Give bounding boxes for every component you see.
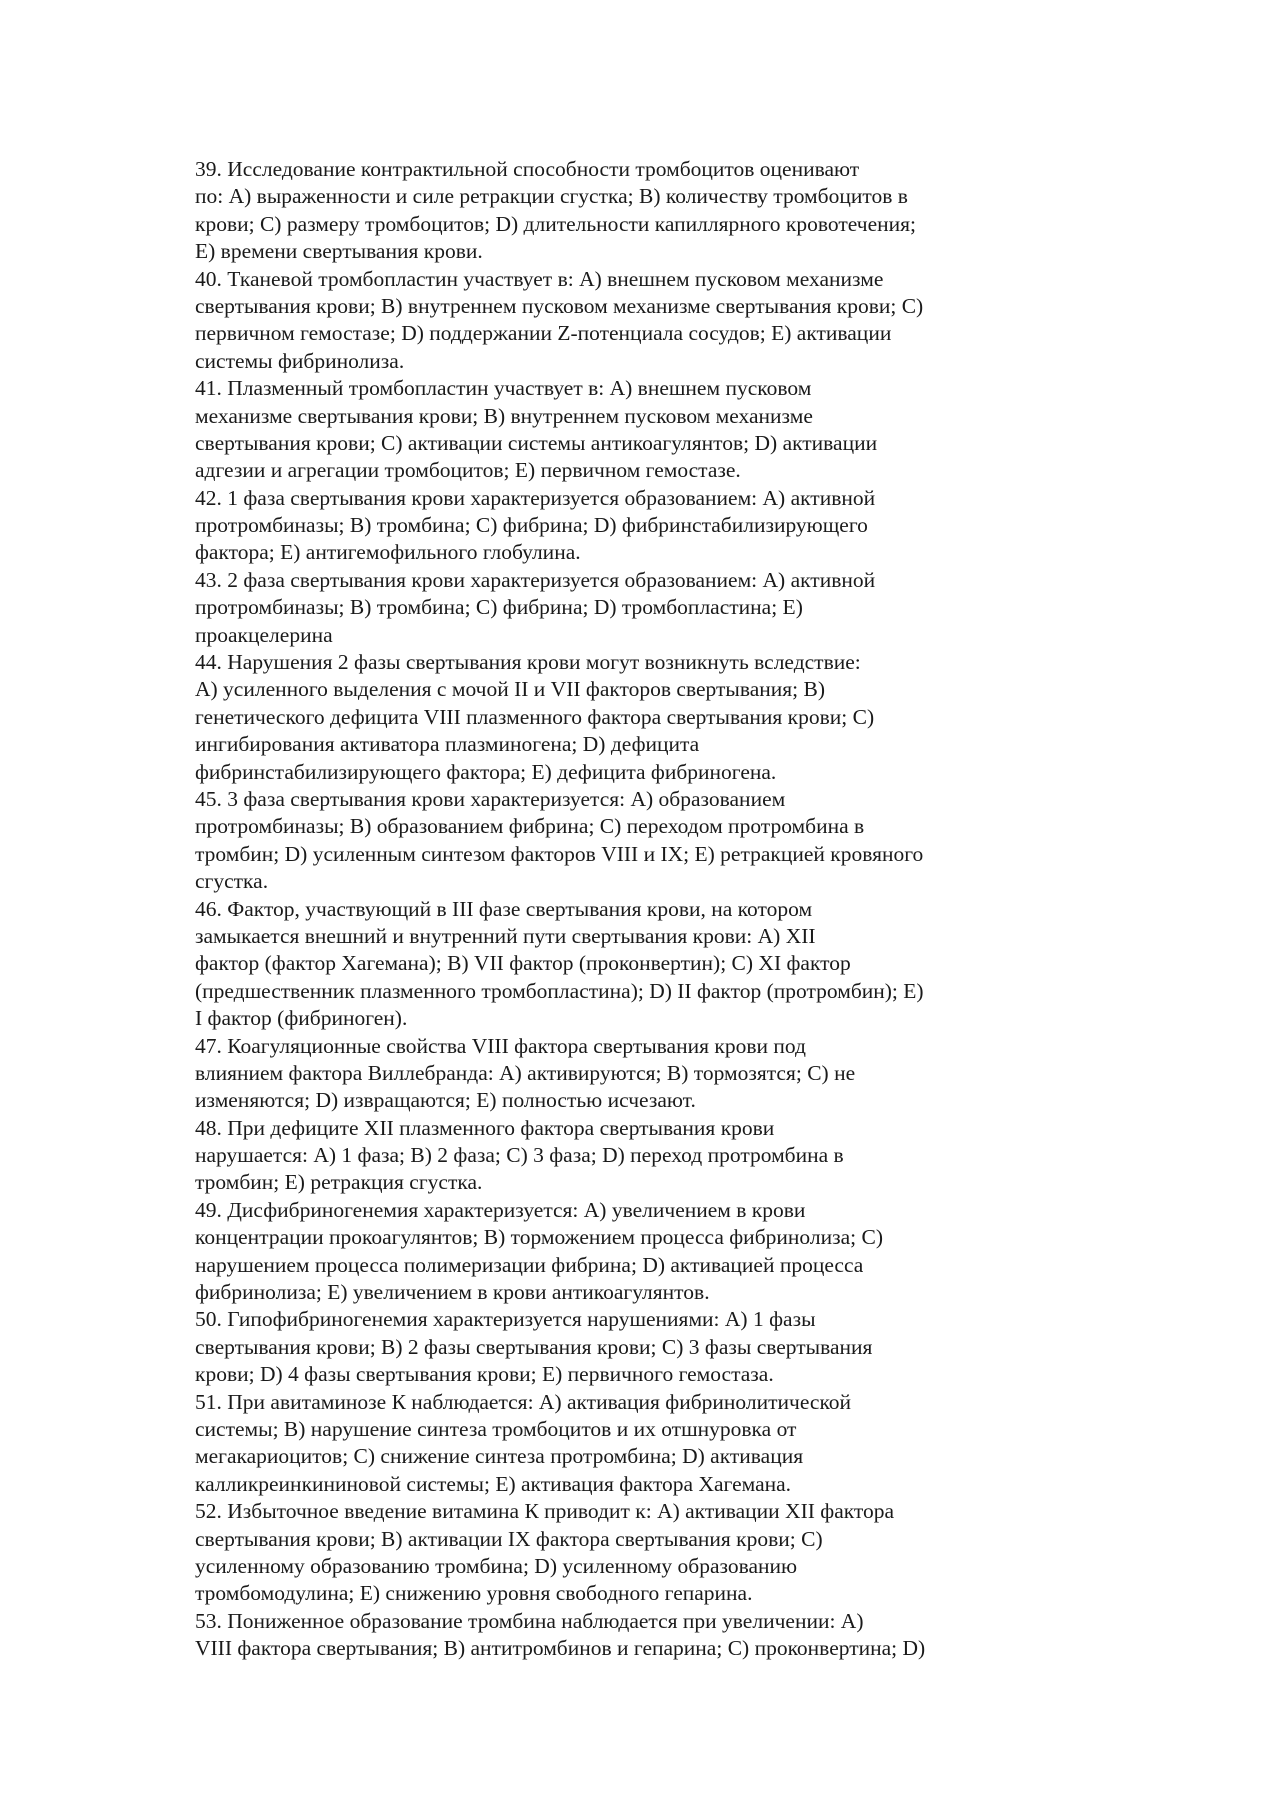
text-line: VIII фактора свертывания; B) антитромбинов и гепарина; C) проконвертина; D) [195, 1636, 926, 1661]
text-line: 43. 2 фаза свертывания крови характеризуется образованием: A) активной [195, 567, 876, 592]
text-line: протромбиназы; B) тромбина; C) фибрина; D) фибринстабилизирующего [195, 513, 868, 538]
text-line: замыкается внешний и внутренний пути свертывания крови: A) XII [195, 923, 816, 948]
text-line: 42. 1 фаза свертывания крови характеризуется образованием: A) активной [195, 485, 876, 510]
text-line: генетического дефицита VIII плазменного фактора свертывания крови; C) [195, 704, 875, 729]
text-line: фибринолиза; E) увеличением в крови антикоагулянтов. [195, 1280, 710, 1305]
text-line: A) усиленного выделения с мочой II и VII факторов свертывания; B) [195, 677, 825, 702]
text-line: 52. Избыточное введение витамина К приводит к: A) активации XII фактора [195, 1499, 895, 1524]
text-line: тромбин; E) ретракция сгустка. [195, 1170, 483, 1195]
text-line: ингибирования активатора плазминогена; D) дефицита [195, 732, 700, 757]
text-line: калликреинкининовой системы; E) активация фактора Хагемана. [195, 1471, 792, 1496]
text-line: протромбиназы; B) тромбина; C) фибрина; D) тромбопластина; E) [195, 595, 803, 620]
text-line: 39. Исследование контрактильной способности тромбоцитов оценивают [195, 157, 860, 181]
text-line: 44. Нарушения 2 фазы свертывания крови могут возникнуть вследствие: [195, 650, 861, 675]
text-line: нарушением процесса полимеризации фибрина; D) активацией процесса [195, 1252, 864, 1277]
text-line: усиленному образованию тромбина; D) усиленному образованию [195, 1553, 798, 1578]
text-line: нарушается: A) 1 фаза; B) 2 фаза; C) 3 фаза; D) переход протромбина в [195, 1143, 844, 1168]
text-line: E) времени свертывания крови. [195, 239, 483, 264]
text-line: крови; D) 4 фазы свертывания крови; E) первичного гемостаза. [195, 1362, 774, 1387]
text-line [195, 1662, 1055, 1689]
text-line: 46. Фактор, участвующий в III фазе свертывания крови, на котором [195, 896, 813, 921]
text-line: 48. При дефиците XII плазменного фактора свертывания крови [195, 1115, 775, 1140]
text-line: 49. Дисфибриногенемия характеризуется: A) увеличением в крови [195, 1197, 806, 1222]
text-line: (предшественник плазменного тромбопластина); D) II фактор (протромбин); E) [195, 978, 924, 1003]
text-line: механизме свертывания крови; B) внутреннем пусковом механизме [195, 403, 813, 428]
text-line: свертывания крови; C) активации системы антикоагулянтов; D) активации [195, 430, 878, 455]
text-line: адгезии и агрегации тромбоцитов; E) первичном гемостазе. [195, 458, 741, 483]
question-list [195, 156, 1055, 1690]
text-line: фактора; E) антигемофильного глобулина. [195, 540, 581, 565]
text-line: сгустка. [195, 869, 269, 894]
text-line: I фактор (фибриноген). [195, 1006, 408, 1031]
text-line: влиянием фактора Виллебранда: A) активируются; B) тормозятся; C) не [195, 1060, 856, 1085]
text-line: свертывания крови; B) активации IX фактора свертывания крови; C) [195, 1526, 823, 1551]
text-line: изменяются; D) извращаются; E) полностью исчезают. [195, 1088, 696, 1113]
text-line: 40. Тканевой тромбопластин участвует в: A) внешнем пусковом механизме [195, 266, 884, 291]
text-line: 51. При авитаминозе К наблюдается: A) активация фибринолитической [195, 1389, 852, 1414]
text-line: крови; C) размеру тромбоцитов; D) длительности капиллярного кровотечения; [195, 211, 916, 236]
text-line: фибринстабилизирующего фактора; E) дефицита фибриногена. [195, 759, 777, 784]
text-line: по: A) выраженности и силе ретракции сгустка; B) количеству тромбоцитов в [195, 184, 908, 209]
text-line: первичном гемостазе; D) поддержании Z-потенциала сосудов; E) активации [195, 321, 892, 346]
text-line: проакцелерина [195, 622, 333, 647]
text-line: фактор (фактор Хагемана); B) VII фактор (проконвертин); C) XI фактор [195, 951, 851, 976]
text-line: концентрации прокоагулянтов; B) торможением процесса фибринолиза; C) [195, 1225, 883, 1250]
text-line: 45. 3 фаза свертывания крови характеризуется: A) образованием [195, 786, 786, 811]
text-line: системы фибринолиза. [195, 348, 405, 373]
text-line: свертывания крови; B) внутреннем пусковом механизме свертывания крови; C) [195, 293, 924, 318]
text-line: 41. Плазменный тромбопластин участвует в: A) внешнем пусковом [195, 376, 812, 401]
text-line: тромбомодулина; E) снижению уровня свободного гепарина. [195, 1581, 753, 1606]
text-line: протромбиназы; B) образованием фибрина; C) переходом протромбина в [195, 814, 865, 839]
text-line: 50. Гипофибриногенемия характеризуется нарушениями: A) 1 фазы [195, 1307, 816, 1332]
text-line: тромбин; D) усиленным синтезом факторов VIII и IX; E) ретракцией кровяного [195, 841, 924, 866]
text-line: 53. Пониженное образование тромбина наблюдается при увеличении: A) [195, 1608, 864, 1633]
text-line: 47. Коагуляционные свойства VIII фактора свертывания крови под [195, 1033, 806, 1058]
text-line: системы; B) нарушение синтеза тромбоцитов и их отшнуровка от [195, 1416, 797, 1441]
text-line: мегакариоцитов; C) снижение синтеза протромбина; D) активация [195, 1444, 804, 1469]
text-line: свертывания крови; B) 2 фазы свертывания крови; C) 3 фазы свертывания [195, 1334, 873, 1359]
